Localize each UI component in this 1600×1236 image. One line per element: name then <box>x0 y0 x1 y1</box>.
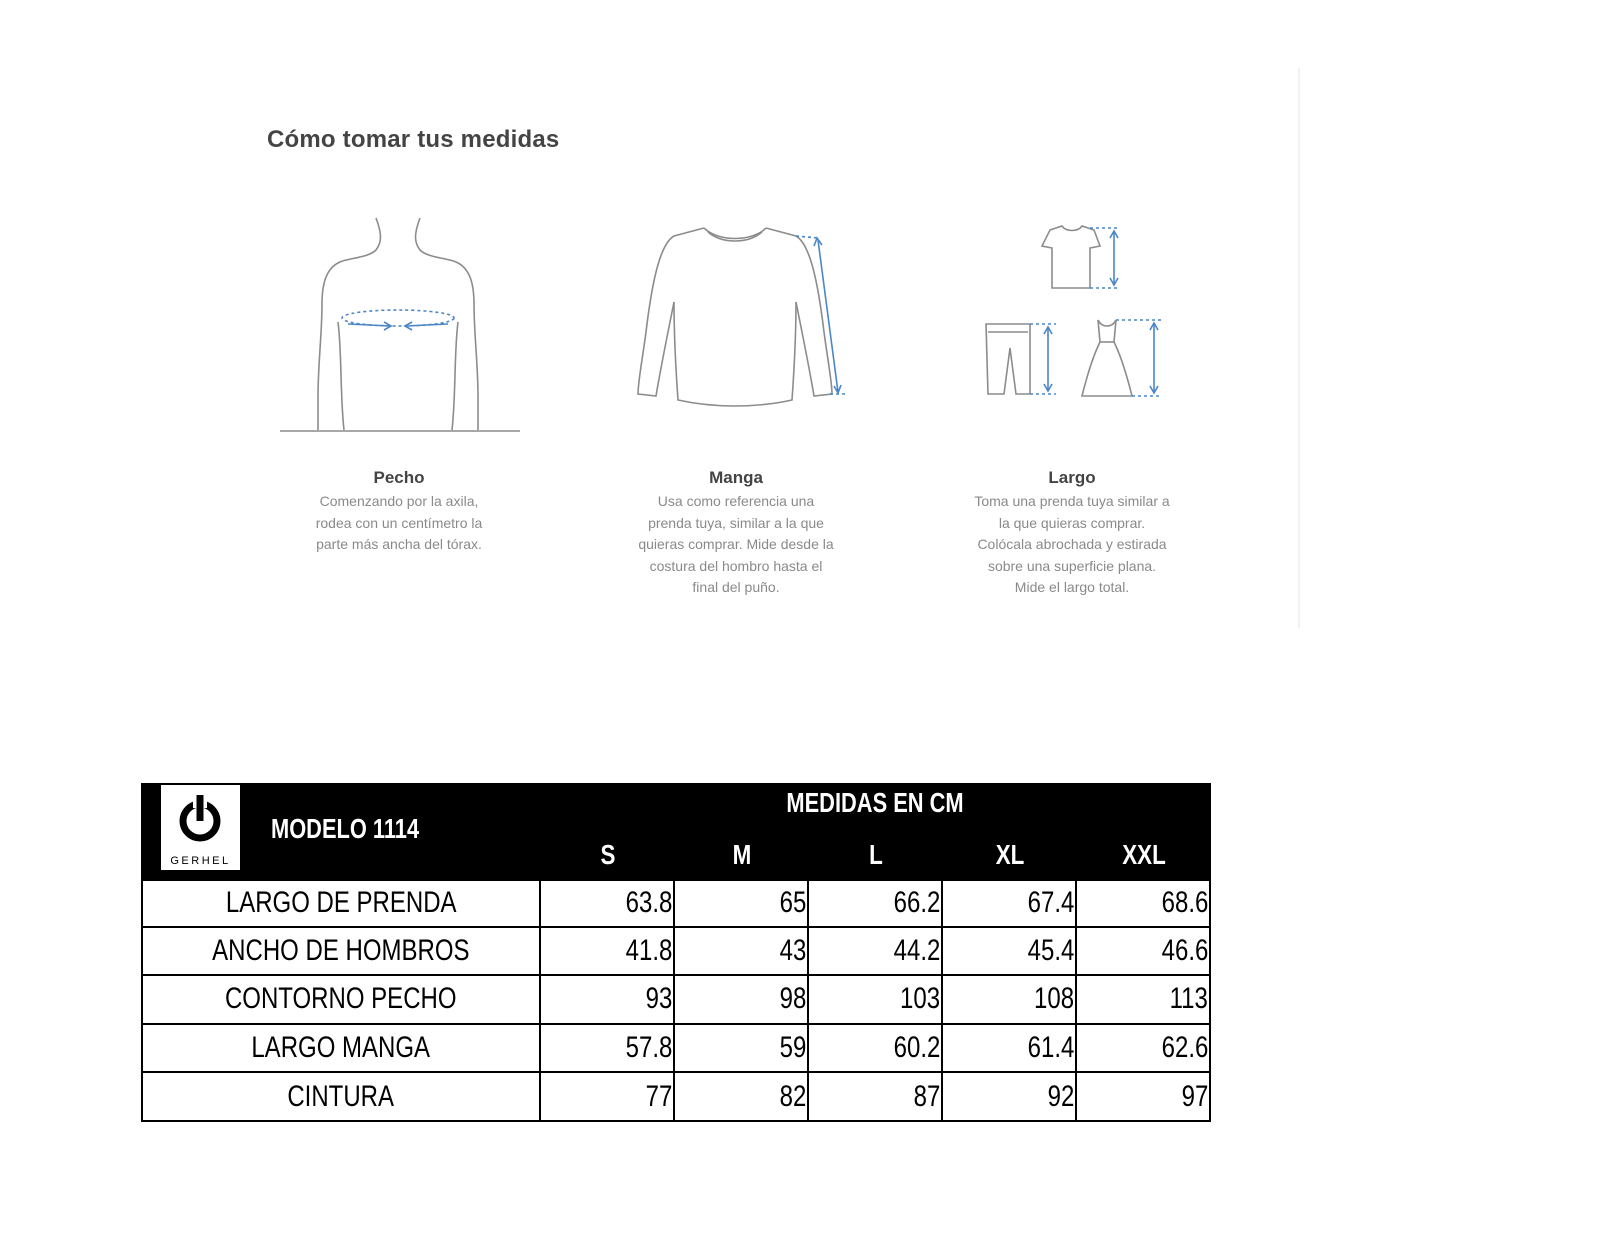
caption-title: Manga <box>709 468 763 487</box>
table-row <box>141 1025 1211 1074</box>
cell-value: 92 <box>943 1073 1077 1120</box>
cell-value: 44.2 <box>809 928 943 975</box>
cell-value: 67.4 <box>943 881 1077 926</box>
caption-title: Pecho <box>373 468 425 487</box>
cell-value: 60.2 <box>809 1025 943 1072</box>
chest-measure-icon <box>278 214 522 436</box>
caption-line: Toma una prenda tuya similar a <box>974 493 1170 509</box>
cell-value: 65 <box>675 881 809 926</box>
size-header-xl: XL <box>995 839 1025 870</box>
cell-value: 98 <box>675 976 809 1023</box>
caption-line: Comenzando por la axila, <box>319 493 479 509</box>
brand-name: GERHEL <box>170 855 231 867</box>
caption-line: parte más ancha del tórax. <box>316 536 482 552</box>
caption-title: Largo <box>1048 468 1096 487</box>
row-label: LARGO MANGA <box>141 1025 541 1072</box>
cell-value: 77 <box>541 1073 675 1120</box>
caption-line: Colócala abrochada y estirada <box>977 536 1167 552</box>
row-label: LARGO DE PRENDA <box>141 881 541 926</box>
cell-value: 113 <box>1077 976 1211 1023</box>
guide-title: Cómo tomar tus medidas <box>267 126 560 153</box>
table-row <box>141 879 1211 928</box>
size-header-m: M <box>732 839 752 870</box>
caption-pecho <box>274 468 524 556</box>
caption-line: Mide el largo total. <box>1014 579 1130 595</box>
cell-value: 66.2 <box>809 881 943 926</box>
sleeve-measure-icon <box>634 222 850 414</box>
caption-line: prenda tuya, similar a la que <box>648 514 824 531</box>
model-label: MODELO 1114 <box>271 813 420 844</box>
units-label: MEDIDAS EN CM <box>786 787 964 818</box>
cell-value: 46.6 <box>1077 928 1211 975</box>
caption-manga <box>611 468 861 599</box>
length-measure-icon <box>980 222 1170 408</box>
caption-line: final del puño. <box>692 579 780 595</box>
table-row <box>141 976 1211 1025</box>
caption-line: Usa como referencia una <box>657 493 815 509</box>
size-header-s: S <box>600 839 616 870</box>
cell-value: 103 <box>809 976 943 1023</box>
cell-value: 57.8 <box>541 1025 675 1072</box>
guide-divider <box>1298 68 1300 628</box>
table-row <box>141 928 1211 977</box>
caption-text <box>611 491 861 599</box>
row-label: CINTURA <box>141 1073 541 1120</box>
caption-text <box>947 491 1197 599</box>
cell-value: 63.8 <box>541 881 675 926</box>
size-header-l: L <box>869 839 883 870</box>
cell-value: 82 <box>675 1073 809 1120</box>
cell-value: 45.4 <box>943 928 1077 975</box>
cell-value: 68.6 <box>1077 881 1211 926</box>
cell-value: 97 <box>1077 1073 1211 1120</box>
caption-line: quieras comprar. Mide desde la <box>638 536 834 552</box>
brand-logo <box>161 785 240 870</box>
caption-largo <box>947 468 1197 599</box>
caption-line: costura del hombro hasta el <box>649 557 823 574</box>
power-icon <box>161 785 240 849</box>
row-label: ANCHO DE HOMBROS <box>141 928 541 975</box>
size-header-xxl: XXL <box>1122 839 1166 870</box>
cell-value: 41.8 <box>541 928 675 975</box>
cell-value: 93 <box>541 976 675 1023</box>
row-label: CONTORNO PECHO <box>141 976 541 1023</box>
caption-text <box>274 491 524 556</box>
cell-value: 62.6 <box>1077 1025 1211 1072</box>
cell-value: 87 <box>809 1073 943 1120</box>
cell-value: 108 <box>943 976 1077 1023</box>
cell-value: 43 <box>675 928 809 975</box>
size-table <box>141 783 1211 1122</box>
cell-value: 61.4 <box>943 1025 1077 1072</box>
cell-value: 59 <box>675 1025 809 1072</box>
table-header <box>141 783 1211 879</box>
table-row <box>141 1073 1211 1122</box>
caption-line: la que quieras comprar. <box>998 514 1146 531</box>
caption-line: rodea con un centímetro la <box>315 514 483 531</box>
caption-line: sobre una superficie plana. <box>987 557 1157 574</box>
